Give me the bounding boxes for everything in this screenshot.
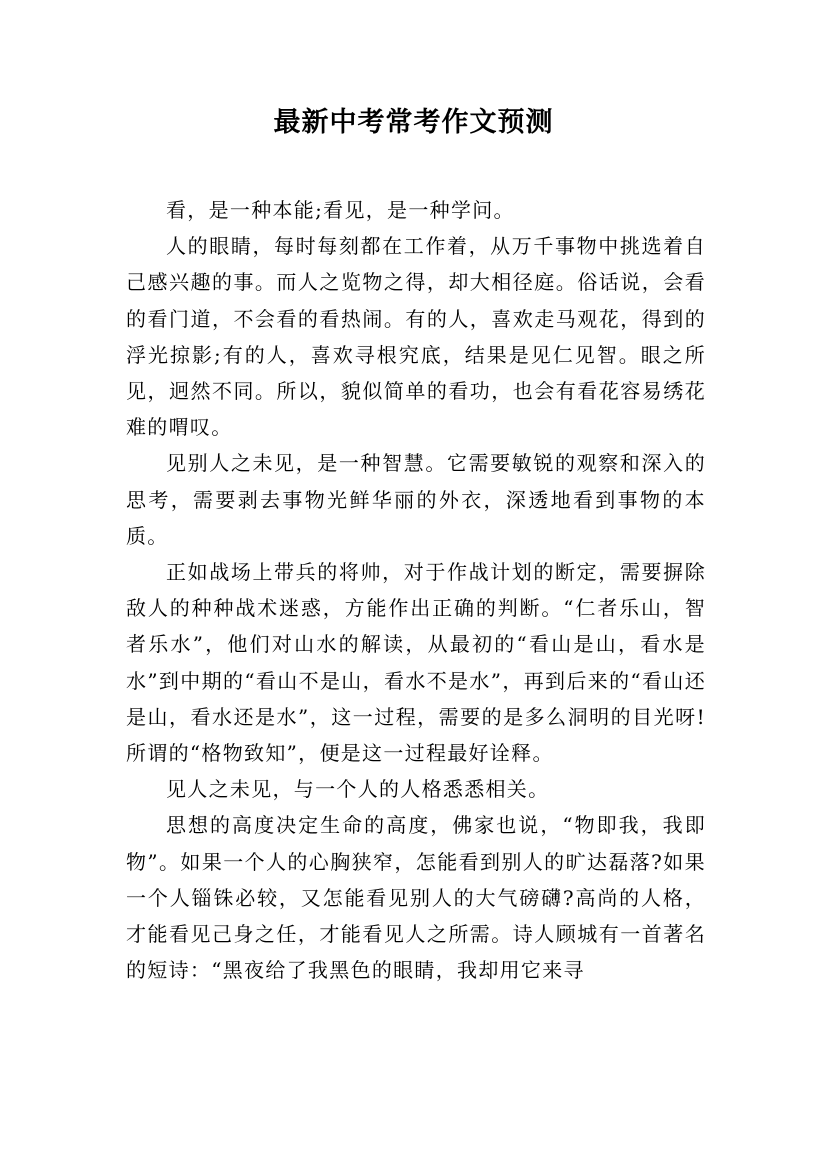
paragraph-3: 见别人之未见，是一种智慧。它需要敏锐的观察和深入的思考，需要剥去事物光鲜华丽的外衣，深透地看到事物的本质。 [126, 451, 706, 548]
paragraph-4: 正如战场上带兵的将帅，对于作战计划的断定，需要摒除敌人的种种战术迷惑，方能作出正确的判断。“仁者乐山，智者乐水”，他们对山水的解读，从最初的“看山是山，看水是水”到中期的“看山不是山，看水不是水”，再到后来的“看山还是山，看水还是水”，这一过程，需要的是多么洞明的目光呀!所谓的“格物致知”，便是这一过程最好诠释。 [126, 560, 706, 766]
document-body [126, 192, 706, 988]
paragraph-1: 看，是一种本能;看见，是一种学问。 [166, 198, 515, 222]
paragraph-2: 人的眼睛，每时每刻都在工作着，从万千事物中挑选着自己感兴趣的事。而人之览物之得，却大相径庭。俗话说，会看的看门道，不会看的看热闹。有的人，喜欢走马观花，得到的浮光掠影;有的人，喜欢寻根究底，结果是见仁见智。眼之所见，迥然不同。所以，貌似简单的看功，也会有看花容易绣花难的喟叹。 [126, 234, 706, 440]
paragraph-5: 见人之未见，与一个人的人格悉悉相关。 [166, 777, 550, 802]
paragraph-6: 思想的高度决定生命的高度，佛家也说，“物即我，我即物”。如果一个人的心胸狭窄，怎能看到别人的旷达磊落?如果一个人锱铢必较，又怎能看见别人的大气磅礴?高尚的人格，才能看见己身之任，才能看见人之所需。诗人顾城有一首著名的短诗：“黑夜给了我黑色的眼睛，我却用它来寻 [126, 813, 706, 983]
document-title: 最新中考常考作文预测 [273, 107, 554, 138]
